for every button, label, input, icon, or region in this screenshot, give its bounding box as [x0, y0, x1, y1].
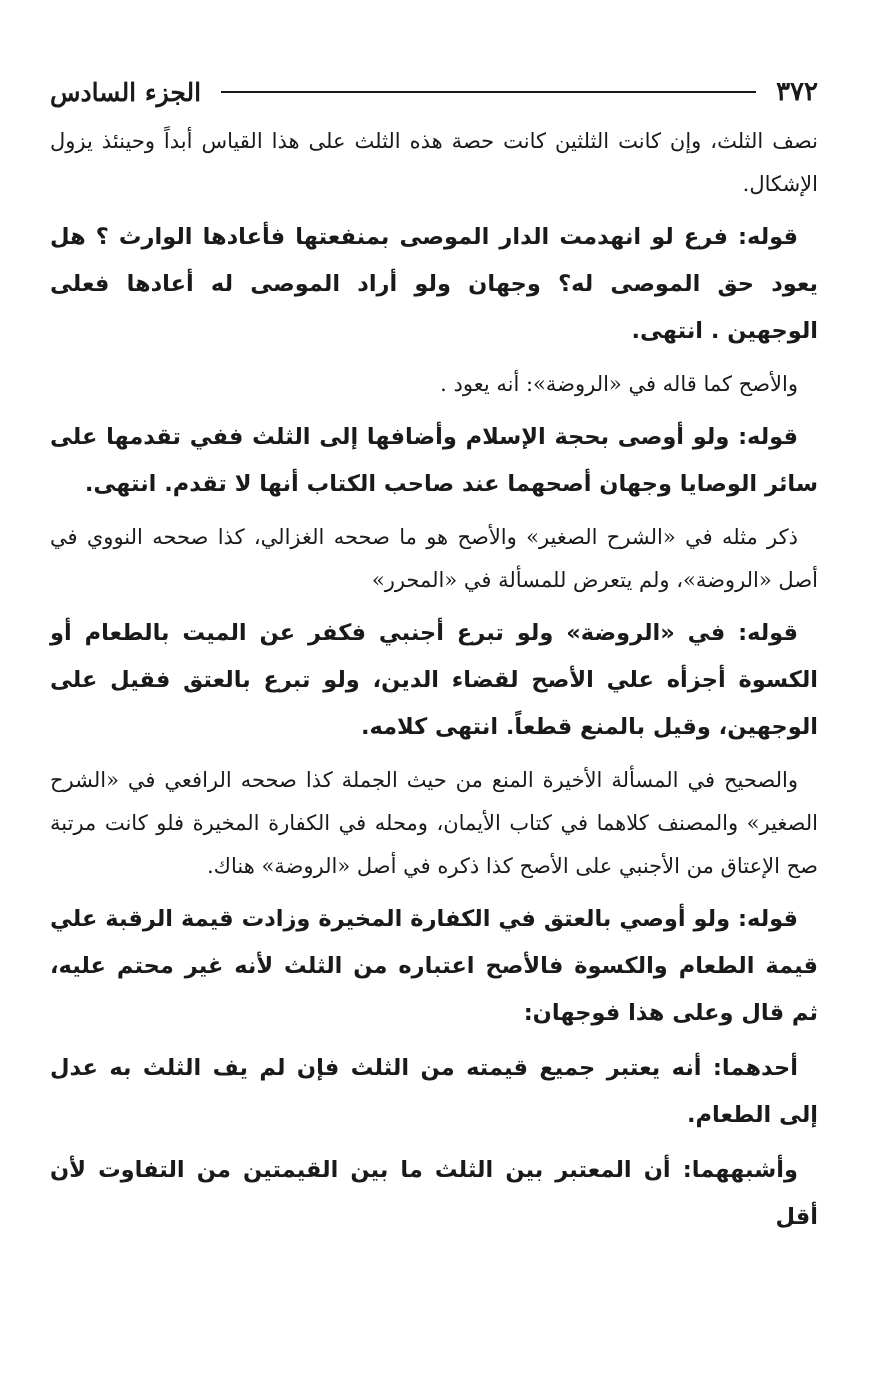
- quoted-passage: [50, 610, 818, 751]
- paragraph-text: قوله: فرع لو انهدمت الدار الموصى بمنفعتها فأعادها الوارث ؟ هل يعود حق الموصى له؟ وجهان ولو أراد الموصى له أعادها فعلى الوجهين . انتهى.: [50, 224, 818, 344]
- quoted-passage: [50, 1045, 818, 1139]
- running-header: [50, 70, 818, 114]
- quoted-passage: [50, 214, 818, 355]
- paragraph-text: قوله: ولو أوصى بحجة الإسلام وأضافها إلى الثلث ففي تقدمها على سائر الوصايا وجهان أصحهما عند صاحب الكتاب أنها لا تقدم. انتهى.: [50, 424, 818, 497]
- paragraph-text: ذكر مثله في «الشرح الصغير» والأصح هو ما صححه الغزالي، كذا صححه النووي في أصل «الروضة»، ولم يتعرض للمسألة في «المحرر»: [50, 525, 818, 592]
- paragraph-text: قوله: في «الروضة» ولو تبرع أجنبي فكفر عن الميت بالطعام أو الكسوة أجزأه علي الأصح لقضاء الدين، ولو تبرع بالعتق فقيل على الوجهين، وقيل بالمنع قطعاً. انتهى كلامه.: [50, 620, 818, 740]
- commentary-paragraph: [50, 759, 818, 888]
- quoted-passage: [50, 1147, 818, 1241]
- book-page: [50, 70, 818, 1249]
- quoted-passage: [50, 896, 818, 1037]
- volume-title: الجزء السادس: [50, 77, 202, 107]
- paragraph-text: والأصح كما قاله في «الروضة»: أنه يعود .: [440, 372, 798, 396]
- commentary-paragraph: [50, 363, 818, 406]
- header-rule: [221, 91, 756, 93]
- paragraph-text: وأشبههما: أن المعتبر بين الثلث ما بين القيمتين من التفاوت لأن أقل: [50, 1157, 818, 1230]
- commentary-paragraph: [50, 120, 818, 206]
- paragraph-text: والصحيح في المسألة الأخيرة المنع من حيث الجملة كذا صححه الرافعي في «الشرح الصغير» والمصنف كلاهما في كتاب الأيمان، ومحله في الكفارة المخيرة فلو كانت مرتبة صح الإعتاق من الأجنبي على الأصح كذا ذكره في أصل «الروضة» هناك.: [50, 768, 818, 878]
- paragraph-text: نصف الثلث، وإن كانت الثلثين كانت حصة هذه الثلث على هذا القياس أبداً وحينئذ يزول الإشكال.: [50, 129, 818, 196]
- body-text: [50, 120, 818, 1241]
- commentary-paragraph: [50, 516, 818, 602]
- page-number: ٣٧٢: [776, 77, 818, 107]
- paragraph-text: قوله: ولو أوصي بالعتق في الكفارة المخيرة وزادت قيمة الرقبة علي قيمة الطعام والكسوة فالأصح اعتباره من الثلث لأنه غير محتم عليه، ثم قال وعلى هذا فوجهان:: [50, 906, 818, 1026]
- quoted-passage: [50, 414, 818, 508]
- paragraph-text: أحدهما: أنه يعتبر جميع قيمته من الثلث فإن لم يف الثلث به عدل إلى الطعام.: [50, 1055, 818, 1128]
